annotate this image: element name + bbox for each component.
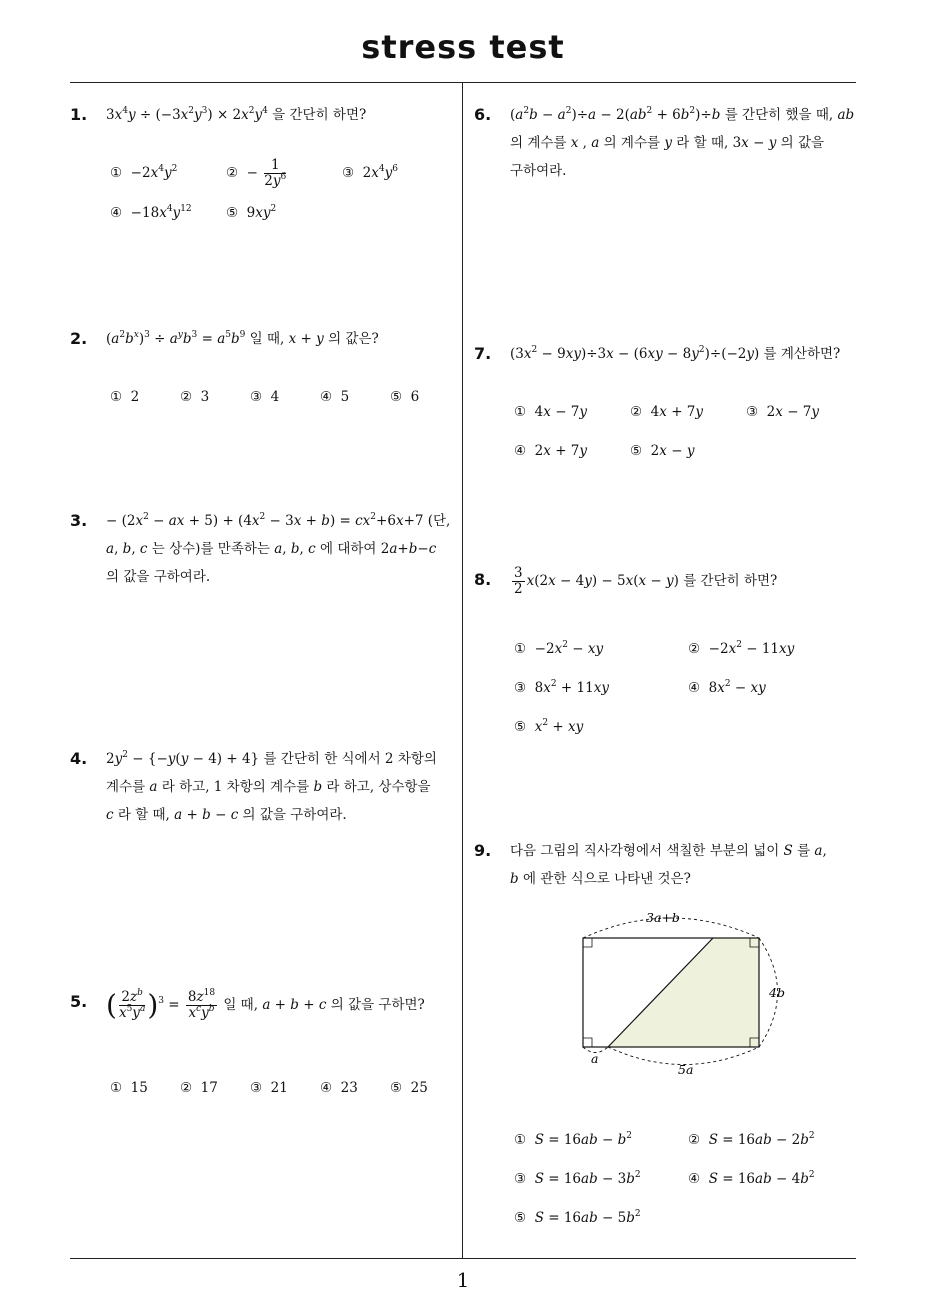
question-text: $\frac{3}{2}$ x(2x − 4y) − 5x(x − y) 를 간단히 하면? (514, 565, 778, 597)
option-2[interactable]: ② − $\frac{1}{2y^6}$ (226, 157, 287, 189)
option-4[interactable]: ④ $S = 16ab - 4b^2$ (688, 1170, 815, 1187)
option-1[interactable]: ① $-2x^4y^2$ (110, 164, 178, 181)
option-1[interactable]: ① 4x − 7y (514, 404, 588, 420)
option-2[interactable]: ② $-2x^2 - 11xy$ (688, 640, 795, 657)
header-rule (70, 82, 856, 83)
option-3[interactable]: ③ 21 (250, 1080, 288, 1096)
question-text: $2y^2 - \{-y(y - 4) + 4\}$ 를 간단히 한 식에서 2 차항의 계수를 a 라 하고, 1 차항의 계수를 b 라 하고, 상수항을 c 라 할 때, a + b − c 의 값을 구하여라. (106, 750, 437, 823)
option-3[interactable]: ③ 4 (250, 389, 280, 405)
option-1[interactable]: ① 2 (110, 389, 140, 405)
option-5[interactable]: ⑤ 25 (390, 1080, 428, 1096)
question-text: $(3x^2 - 9xy)\div 3x - (6xy - 8y^2)\div(-2y)$ 를 계산하면? (510, 345, 841, 362)
page-title: stress test (361, 28, 565, 66)
option-5[interactable]: ⑤ 2x − y (630, 443, 695, 459)
question-text: 다음 그림의 직사각형에서 색칠한 부분의 넓이 S 를 a, b 에 관한 식으로 나타낸 것은? (510, 843, 827, 887)
question-number: 3. (70, 511, 88, 530)
option-3[interactable]: ③ $8x^2 + 11xy$ (514, 679, 609, 696)
question-number: 5. (70, 992, 88, 1011)
option-4[interactable]: ④ 5 (320, 389, 350, 405)
option-5[interactable]: ⑤ $9xy^2$ (226, 204, 277, 221)
option-3[interactable]: ③ $2x^4y^6$ (342, 164, 399, 181)
option-3[interactable]: ③ $S = 16ab - 3b^2$ (514, 1170, 641, 1187)
question-number: 9. (474, 841, 492, 860)
option-5[interactable]: ⑤ $S = 16ab - 5b^2$ (514, 1209, 641, 1226)
option-4[interactable]: ④ $8x^2$ − xy (688, 679, 766, 696)
question-text: ( $\frac{2z^b}{x^5y^a}$ )$^3$ = $\frac{8z^{18}}{x^cy^b}$ 일 때, a + b + c 의 값을 구하면? (106, 988, 425, 1022)
option-5[interactable]: ⑤ $x^2$ + xy (514, 718, 584, 735)
label-top: 3a+b (646, 910, 680, 925)
label-right: 4b (769, 985, 785, 1000)
question-number: 2. (70, 329, 88, 348)
option-3[interactable]: ③ 2x − 7y (746, 404, 820, 420)
option-2[interactable]: ② 3 (180, 389, 210, 405)
question-number: 4. (70, 749, 88, 768)
rectangle-figure (560, 900, 800, 1085)
question-number: 7. (474, 344, 492, 363)
option-2[interactable]: ② 17 (180, 1080, 218, 1096)
option-4[interactable]: ④ 23 (320, 1080, 358, 1096)
option-1[interactable]: ① $-2x^2$ − xy (514, 640, 604, 657)
footer-rule (70, 1258, 856, 1259)
option-4[interactable]: ④ $-18x^4y^{12}$ (110, 204, 192, 221)
page-number: 1 (456, 1268, 470, 1292)
column-divider (462, 83, 463, 1259)
question-number: 8. (474, 570, 492, 589)
option-2[interactable]: ② $S = 16ab - 2b^2$ (688, 1131, 815, 1148)
option-4[interactable]: ④ 2x + 7y (514, 443, 588, 459)
option-1[interactable]: ① 15 (110, 1080, 148, 1096)
question-text: $(a^2b^x)^3 \div a^yb^3 = a^5b^9$ 일 때, x + y 의 값은? (106, 330, 379, 347)
option-1[interactable]: ① $S = 16ab - b^2$ (514, 1131, 633, 1148)
label-bottom: 5a (678, 1062, 694, 1077)
shaded-region (608, 938, 759, 1047)
question-number: 6. (474, 105, 492, 124)
question-text: − ($2x^2$ − ax + $5) + (4x^2 - 3x + b) = cx^2+6x+7$ (단, a, b, c 는 상수)를 만족하는 a, b, c 에 대하여 2a+b−c 의 값을 구하여라. (106, 512, 451, 585)
option-5[interactable]: ⑤ 6 (390, 389, 420, 405)
question-text: $3x^4y \div (-3x^2y^3) \times 2x^2y^4$ 을 간단히 하면? (106, 106, 367, 123)
question-text: $(a^2b - a^2)\div a - 2(ab^2 + 6b^2)\div b$ 를 간단히 했을 때, ab 의 계수를 x , a 의 계수를 y 라 할 때, 3x − y 의 값을 구하여라. (510, 106, 855, 179)
question-number: 1. (70, 105, 88, 124)
label-bottom-left: a (591, 1051, 599, 1066)
option-2[interactable]: ② 4x + 7y (630, 404, 704, 420)
